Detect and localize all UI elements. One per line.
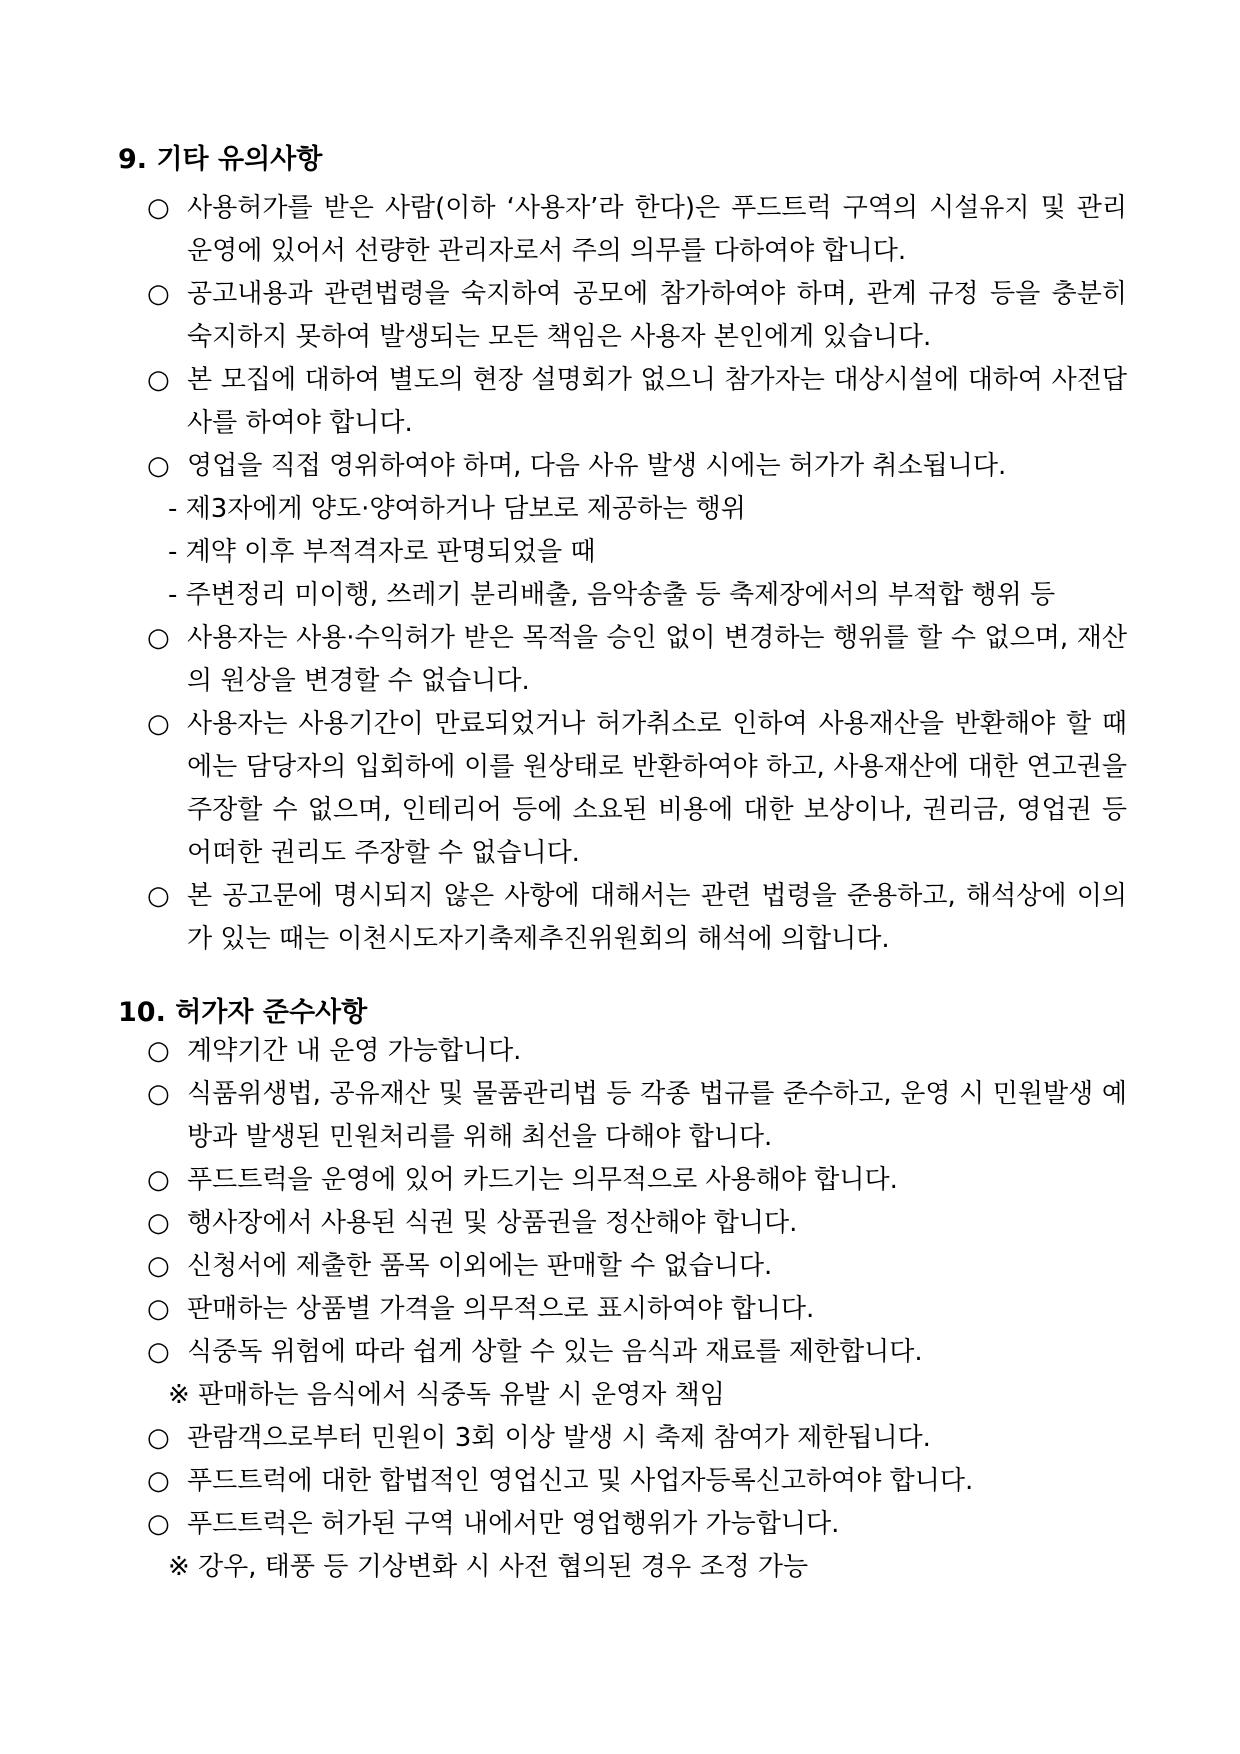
section-10-item-2: [147, 1073, 1127, 1159]
section-9-title: 9. 기타 유의사항: [118, 144, 323, 175]
section-10-item-8: [147, 1417, 1127, 1460]
item-text: 영업을 직접 영위하여야 하며, 다음 사유 발생 시에는 허가가 취소됩니다.: [187, 451, 1007, 481]
section-10-item-5: [147, 1245, 1127, 1288]
section-9-subitem-2: - 계약 이후 부적격자로 판명되었을 때: [168, 537, 596, 567]
section-9-item-3: [147, 359, 1127, 445]
bullet-circle-icon: ○: [147, 1251, 170, 1281]
section-10-note-2: ※ 강우, 태풍 등 기상변화 시 사전 협의된 경우 조정 가능: [168, 1552, 809, 1582]
section-9-item-1: [147, 187, 1127, 273]
bullet-circle-icon: ○: [147, 881, 170, 911]
section-10-item-9: [147, 1460, 1127, 1503]
section-10-note-1: ※ 판매하는 음식에서 식중독 유발 시 운영자 책임: [168, 1380, 725, 1410]
bullet-circle-icon: ○: [147, 1208, 170, 1238]
section-9-subitem-3: - 주변정리 미이행, 쓰레기 분리배출, 음악송출 등 축제장에서의 부적합 행위 등: [168, 580, 1056, 610]
item-text: 푸드트럭에 대한 합법적인 영업신고 및 사업자등록신고하여야 합니다.: [187, 1466, 974, 1496]
section-10-item-10: [147, 1503, 1127, 1546]
bullet-circle-icon: ○: [147, 709, 170, 739]
item-text: 사용허가를 받은 사람(이하 ‘사용자’라 한다)은 푸드트럭 구역의 시설유지 및 관리운영에 있어서 선량한 관리자로서 주의 의무를 다하여야 합니다.: [187, 193, 1127, 266]
section-10-title: 10. 허가자 준수사항: [118, 997, 368, 1028]
item-text: 푸드트럭은 허가된 구역 내에서만 영업행위가 가능합니다.: [187, 1509, 840, 1539]
bullet-circle-icon: ○: [147, 1079, 170, 1109]
section-10-item-3: [147, 1159, 1127, 1202]
item-text: 관람객으로부터 민원이 3회 이상 발생 시 축제 참여가 제한됩니다.: [187, 1423, 931, 1453]
bullet-circle-icon: ○: [147, 279, 170, 309]
bullet-circle-icon: ○: [147, 1337, 170, 1367]
section-10-item-6: [147, 1288, 1127, 1331]
bullet-circle-icon: ○: [147, 1509, 170, 1539]
item-text: 본 모집에 대하여 별도의 현장 설명회가 없으니 참가자는 대상시설에 대하여 사전답사를 하여야 합니다.: [187, 365, 1127, 438]
bullet-circle-icon: ○: [147, 1466, 170, 1496]
item-text: 공고내용과 관련법령을 숙지하여 공모에 참가하여야 하며, 관계 규정 등을 충분히 숙지하지 못하여 발생되는 모든 책임은 사용자 본인에게 있습니다.: [187, 279, 1127, 352]
bullet-circle-icon: ○: [147, 451, 170, 481]
section-9-item-7: [147, 875, 1127, 961]
section-9-item-4: [147, 445, 1127, 488]
section-9-item-6: [147, 703, 1127, 875]
bullet-circle-icon: ○: [147, 1294, 170, 1324]
bullet-circle-icon: ○: [147, 1036, 170, 1066]
bullet-circle-icon: ○: [147, 1165, 170, 1195]
section-10-item-7: [147, 1331, 1127, 1374]
item-text: 판매하는 상품별 가격을 의무적으로 표시하여야 합니다.: [187, 1294, 815, 1324]
section-10-item-4: [147, 1202, 1127, 1245]
item-text: 계약기간 내 운영 가능합니다.: [187, 1036, 522, 1066]
section-9-item-2: [147, 273, 1127, 359]
item-text: 식중독 위험에 따라 쉽게 상할 수 있는 음식과 재료를 제한합니다.: [187, 1337, 923, 1367]
bullet-circle-icon: ○: [147, 623, 170, 653]
item-text: 사용자는 사용·수익허가 받은 목적을 승인 없이 변경하는 행위를 할 수 없으며, 재산의 원상을 변경할 수 없습니다.: [187, 623, 1127, 696]
bullet-circle-icon: ○: [147, 365, 170, 395]
item-text: 사용자는 사용기간이 만료되었거나 허가취소로 인하여 사용재산을 반환해야 할 때에는 담당자의 입회하에 이를 원상태로 반환하여야 하고, 사용재산에 대한 연고권을 주장할 수 없으며, 인테리어 등에 소요된 비용에 대한 보상이나, 권리금, 영업권 등 어떠한 권리도 주장할 수 없습니다.: [187, 709, 1127, 868]
item-text: 본 공고문에 명시되지 않은 사항에 대해서는 관련 법령을 준용하고, 해석상에 이의가 있는 때는 이천시도자기축제추진위원회의 해석에 의합니다.: [187, 881, 1127, 954]
item-text: 신청서에 제출한 품목 이외에는 판매할 수 없습니다.: [187, 1251, 773, 1281]
section-10-item-1: [147, 1030, 1127, 1073]
bullet-circle-icon: ○: [147, 1423, 170, 1453]
section-9-item-5: [147, 617, 1127, 703]
item-text: 행사장에서 사용된 식권 및 상품권을 정산해야 합니다.: [187, 1208, 798, 1238]
section-9-subitem-1: - 제3자에게 양도·양여하거나 담보로 제공하는 행위: [168, 494, 746, 524]
item-text: 푸드트럭을 운영에 있어 카드기는 의무적으로 사용해야 합니다.: [187, 1165, 898, 1195]
item-text: 식품위생법, 공유재산 및 물품관리법 등 각종 법규를 준수하고, 운영 시 민원발생 예방과 발생된 민원처리를 위해 최선을 다해야 합니다.: [187, 1079, 1127, 1152]
bullet-circle-icon: ○: [147, 193, 170, 223]
